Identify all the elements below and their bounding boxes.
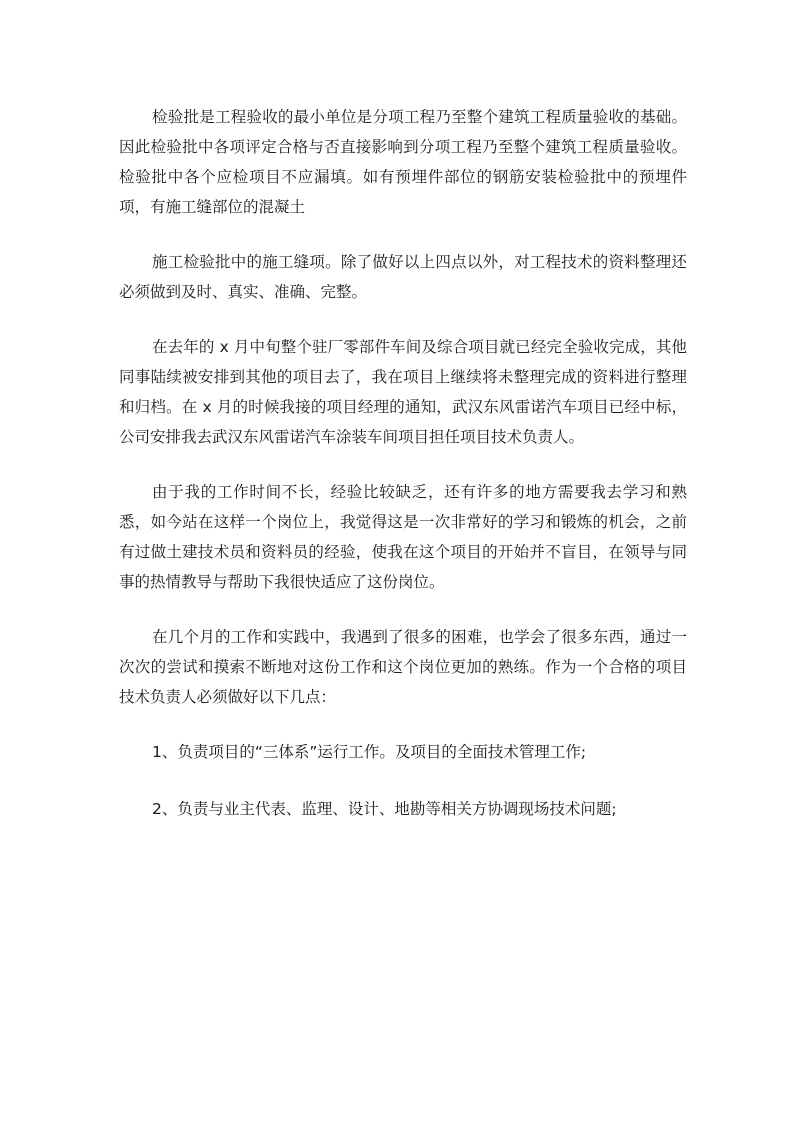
- paragraph-experience: 由于我的工作时间不长，经验比较缺乏，还有许多的地方需要我去学习和熟悉，如今站在这样一个岗位上，我觉得这是一次非常好的学习和锻炼的机会，之前有过做土建技术员和资料员的经验，使我在这个项目的开始并不盲目，在领导与同事的热情教导与帮助下我很快适应了这份岗位。: [119, 483, 687, 591]
- list-item-1: 1、负责项目的“三体系”运行工作。及项目的全面技术管理工作;: [152, 743, 587, 761]
- document-body: [119, 102, 687, 851]
- paragraph-inspection-batch: 检验批是工程验收的最小单位是分项工程乃至整个建筑工程质量验收的基础。因此检验批中各项评定合格与否直接影响到分项工程乃至整个建筑工程质量验收。检验批中各个应检项目不应漏填。如有预埋件部位的钢筋安装检验批中的预埋件项，有施工缝部位的混凝土: [119, 108, 687, 216]
- paragraph-practice: 在几个月的工作和实践中，我遇到了很多的困难，也学会了很多东西，通过一次次的尝试和摸索不断地对这份工作和这个岗位更加的熟练。作为一个合格的项目技术负责人必须做好以下几点：: [119, 628, 687, 706]
- list-item-2: 2、负责与业主代表、监理、设计、地勘等相关方协调现场技术问题;: [152, 800, 617, 818]
- paragraph-last-year: 在去年的 x 月中旬整个驻厂零部件车间及综合项目就已经完全验收完成，其他同事陆续被安排到其他的项目去了，我在项目上继续将未整理完成的资料进行整理和归档。在 x 月的时候我接的项目经理的通知，武汉东风雷诺汽车项目已经中标，公司安排我去武汉东风雷诺汽车涂装车间项目担任项目技术负责人。: [119, 338, 687, 446]
- paragraph-construction-joint: 施工检验批中的施工缝项。除了做好以上四点以外，对工程技术的资料整理还必须做到及时、真实、准确、完整。: [119, 253, 687, 301]
